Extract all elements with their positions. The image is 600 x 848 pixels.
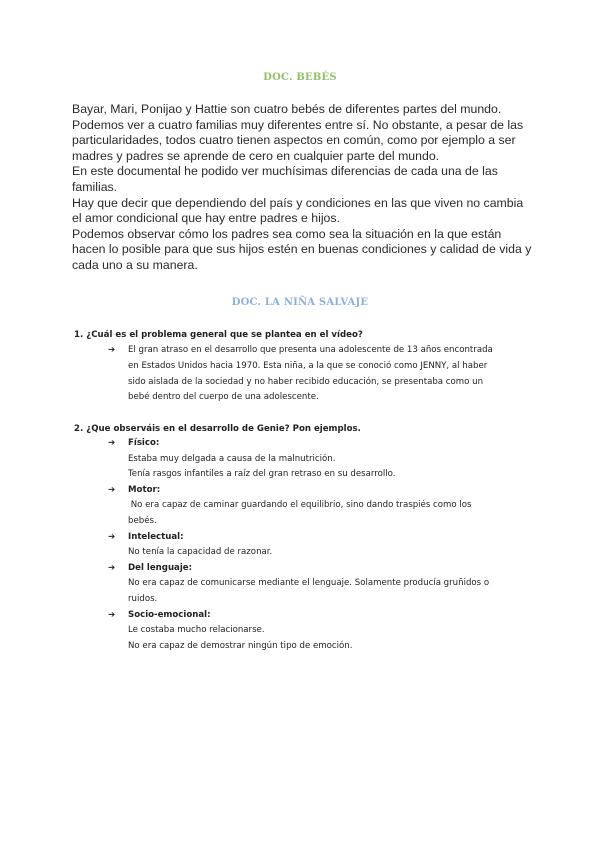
arrow-icon: ➔ [108,609,116,620]
arrow-icon: ➔ [108,562,116,573]
arrow-icon: ➔ [108,438,116,448]
item-line: Le costaba mucho relacionarse. [128,625,265,636]
item-lenguaje [108,561,534,608]
paragraph-line: hacen lo posible para que sus hijos estén en buenas condiciones y calidad de vida y [72,242,532,257]
paragraph-line: Hay que decir que dependiendo del país y condiciones en las que viven no cambia [72,195,524,210]
paragraph-line: el amor condicional que hay entre padres e hijos. [72,211,340,226]
item-line: No era capaz de caminar guardando el equilibrio, sino dando traspiés como los [128,500,472,511]
item-title: Socio-emocional: [128,609,211,620]
question-1-block [74,330,534,406]
item-line: Estaba muy delgada a causa de la malnutrición. [128,453,336,464]
paragraph-line: cada uno a su manera. [72,257,198,272]
paragraph-line: familias. [72,179,118,194]
item-fisico [108,436,534,483]
arrow-icon: ➔ [108,345,116,355]
bebes-paragraph [72,102,542,274]
item-line: No tenía la capacidad de razonar. [128,547,273,558]
item-title: Motor: [128,484,161,495]
paragraph-line: Podemos ver a cuatro familias muy diferentes entre sí. No obstante, a pesar de las [72,117,524,132]
paragraph-line: En este documental he podido ver muchísimas diferencias de cada una de las [72,164,498,179]
answer-line: El gran atraso en el desarrollo que presenta una adolescente de 13 años encontrada [128,345,493,355]
item-socioemocional [108,608,534,655]
item-line: No era capaz de comunicarse mediante el lenguaje. Solamente producía gruñidos o [128,578,490,589]
answer-line: en Estados Unidos hacia 1970. Esta niña, a la que se conoció como JENNY, al haber [128,360,488,371]
question-1: 1. ¿Cuál es el problema general que se plantea en el vídeo? [74,330,363,340]
section-title-bebes: DOC. BEBÉS [263,72,337,83]
item-line: Tenía rasgos infantiles a raíz del gran retraso en su desarrollo. [128,469,396,480]
section-title-nina-salvaje: DOC. LA NIÑA SALVAJE [231,297,369,308]
item-line: ruidos. [128,593,158,604]
item-line: bebés. [128,515,157,526]
paragraph-line: madres y padres se aprende de cero en cualquier parte del mundo. [72,148,440,163]
item-title: Intelectual: [128,531,184,542]
item-motor [108,483,534,530]
answer-1 [108,343,534,406]
item-line: No era capaz de demostrar ningún tipo de emoción. [128,640,353,651]
arrow-icon: ➔ [108,484,116,495]
paragraph-line: Podemos observar cómo los padres sea como sea la situación en la que están [72,226,502,241]
paragraph-line: particularidades, todos cuatro tienen aspectos en común, como por ejemplo a ser [72,133,516,148]
answer-line: sido aislada de la sociedad y no haber recibido educación, se presentaba como un [128,376,484,387]
arrow-icon: ➔ [108,531,116,542]
item-intelectual [108,530,534,561]
question-2-block [74,424,534,654]
answer-line: bebé dentro del cuerpo de una adolescente. [128,392,319,403]
paragraph-line: Bayar, Mari, Ponijao y Hattie son cuatro bebés de diferentes partes del mundo. [72,102,502,116]
item-title: Del lenguaje: [128,562,193,573]
item-title: Físico: [128,438,160,448]
question-2: 2. ¿Que observáis en el desarrollo de Genie? Pon ejemplos. [74,424,361,434]
